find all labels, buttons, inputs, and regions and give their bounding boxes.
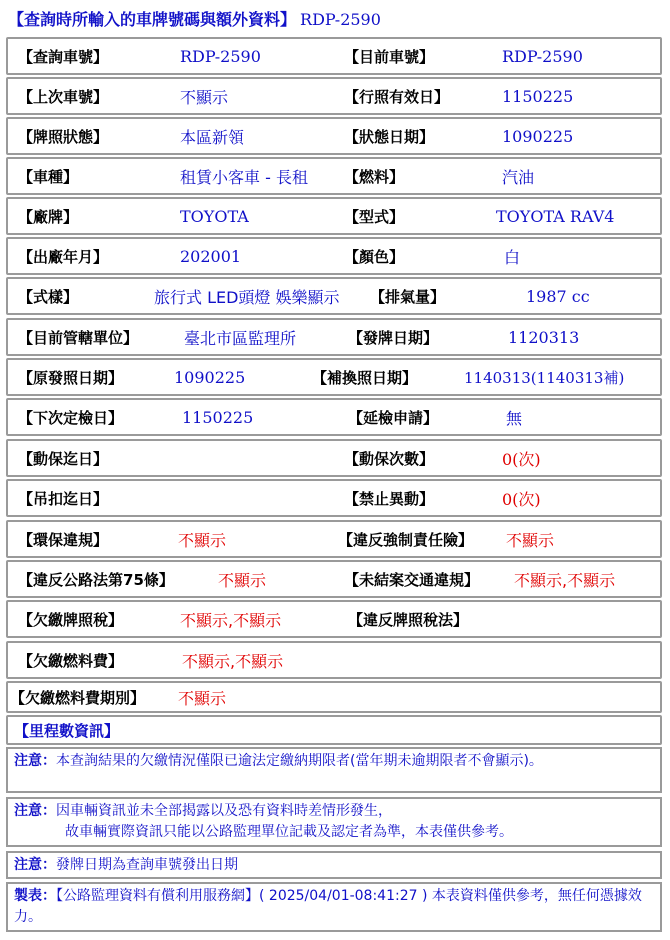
note-text: 本查詢結果的欠繳情況僅限已逾法定繳納期限者(當年期未逾期限者不會顯示)。 — [56, 753, 543, 769]
info-row — [6, 681, 662, 713]
label-model: 【型式】 — [344, 207, 405, 226]
label-license-tax-violation: 【違反牌照稅法】 — [348, 610, 469, 629]
label-inspection-extension: 【延檢申請】 — [348, 408, 439, 427]
value-replacement-date: 1140313(1140313補) — [464, 368, 625, 387]
value-chattel-count: 0(次) — [502, 449, 541, 469]
label-replacement-date: 【補換照日期】 — [312, 368, 418, 387]
note-issue-date — [6, 851, 662, 879]
value-highway-act-violation: 不顯示 — [218, 570, 267, 590]
value-next-inspection: 1150225 — [182, 407, 254, 427]
title-plate: RDP-2590 — [300, 10, 381, 29]
value-brand: TOYOTA — [180, 206, 249, 226]
value-environmental-violation: 不顯示 — [178, 530, 227, 550]
value-license-valid-date: 1150225 — [502, 86, 574, 106]
footer-note — [6, 882, 662, 932]
label-style: 【式樣】 — [18, 287, 79, 306]
label-issue-date: 【發牌日期】 — [348, 328, 439, 347]
value-transfer-ban: 0(次) — [502, 489, 541, 509]
label-manufacture-date: 【出廠年月】 — [18, 247, 109, 266]
label-displacement: 【排氣量】 — [370, 287, 446, 306]
value-style: 旅行式 LED頭燈 娛樂顯示 — [154, 287, 340, 307]
value-unpaid-fuel-fee-period: 不顯示 — [178, 688, 227, 708]
info-row — [6, 277, 662, 315]
label-next-inspection: 【下次定檢日】 — [18, 408, 124, 427]
note-disclaimer — [6, 797, 662, 847]
footer-label: 製表： — [14, 888, 56, 904]
info-row — [6, 157, 662, 195]
label-vehicle-type: 【車種】 — [18, 167, 79, 186]
label-transfer-ban: 【禁止異動】 — [344, 489, 435, 508]
note-label: 注意： — [14, 803, 56, 819]
value-previous-plate: 不顯示 — [180, 87, 229, 107]
footer-text: 【公路監理資料有償利用服務網】( 2025/04/01-08:41:27 ) 本表資料僅供參考，無任何憑據效力。 — [14, 888, 642, 925]
label-status-date: 【狀態日期】 — [344, 127, 435, 146]
info-row — [6, 318, 662, 356]
value-unresolved-traffic-violation: 不顯示,不顯示 — [514, 570, 616, 590]
info-row — [6, 398, 662, 436]
note-text: 發牌日期為查詢車號發出日期 — [56, 857, 238, 873]
label-plate-status: 【牌照狀態】 — [18, 127, 109, 146]
value-inspection-extension: 無 — [506, 408, 523, 428]
value-insurance-violation: 不顯示 — [506, 530, 555, 550]
note-label: 注意： — [14, 753, 56, 769]
label-brand: 【廠牌】 — [18, 207, 79, 226]
value-fuel: 汽油 — [502, 167, 535, 187]
info-row — [6, 117, 662, 155]
info-row — [6, 197, 662, 235]
info-row — [6, 600, 662, 638]
note-unpaid-scope — [6, 747, 662, 793]
label-suspension-end-date: 【吊扣迄日】 — [18, 489, 109, 508]
label-chattel-end-date: 【動保迄日】 — [18, 449, 109, 468]
label-environmental-violation: 【環保違規】 — [18, 530, 109, 549]
label-query-plate: 【查詢車號】 — [18, 47, 109, 66]
info-row — [6, 77, 662, 115]
title-text: 【查詢時所輸入的車牌號碼與額外資料】 — [8, 10, 297, 29]
info-row — [6, 237, 662, 275]
info-row — [6, 560, 662, 598]
label-current-plate: 【目前車號】 — [344, 47, 435, 66]
mileage-header-label: 【里程數資訊】 — [14, 721, 120, 740]
value-color: 白 — [504, 247, 521, 267]
note-text-line1: 因車輛資訊並未全部揭露以及恐有資料時差情形發生， — [56, 803, 392, 819]
value-unpaid-license-tax: 不顯示,不顯示 — [180, 610, 282, 630]
label-unpaid-license-tax: 【欠繳牌照稅】 — [18, 610, 124, 629]
info-row — [6, 358, 662, 396]
label-color: 【顏色】 — [344, 247, 405, 266]
value-model: TOYOTA RAV4 — [496, 206, 615, 226]
mileage-section-header — [6, 715, 662, 745]
info-row — [6, 641, 662, 679]
value-vehicle-type: 租賃小客車 - 長租 — [180, 167, 308, 187]
info-row — [6, 520, 662, 558]
value-displacement: 1987 cc — [526, 286, 590, 306]
label-previous-plate: 【上次車號】 — [18, 87, 109, 106]
value-current-plate: RDP-2590 — [502, 46, 583, 66]
label-jurisdiction: 【目前管轄單位】 — [18, 328, 139, 347]
value-issue-date: 1120313 — [508, 327, 580, 347]
note-label: 注意： — [14, 857, 56, 873]
page-title — [8, 6, 381, 34]
label-unpaid-fuel-fee-period: 【欠繳燃料費期別】 — [10, 688, 146, 707]
label-insurance-violation: 【違反強制責任險】 — [338, 530, 474, 549]
label-chattel-count: 【動保次數】 — [344, 449, 435, 468]
value-manufacture-date: 202001 — [180, 246, 242, 266]
label-fuel: 【燃料】 — [344, 167, 405, 186]
label-unresolved-traffic-violation: 【未結案交通違規】 — [344, 570, 480, 589]
label-license-valid-date: 【行照有效日】 — [344, 87, 450, 106]
label-highway-act-violation: 【違反公路法第75條】 — [18, 570, 174, 589]
value-unpaid-fuel-fee: 不顯示,不顯示 — [182, 651, 284, 671]
label-original-license-date: 【原發照日期】 — [18, 368, 124, 387]
info-row — [6, 37, 662, 75]
value-plate-status: 本區新領 — [180, 127, 245, 147]
label-unpaid-fuel-fee: 【欠繳燃料費】 — [18, 651, 124, 670]
info-row — [6, 479, 662, 517]
value-jurisdiction: 臺北市區監理所 — [184, 328, 297, 348]
value-query-plate: RDP-2590 — [180, 46, 261, 66]
note-text-line2: 故車輛實際資訊只能以公路監理單位記載及認定者為準，本表僅供參考。 — [65, 824, 513, 840]
value-status-date: 1090225 — [502, 126, 574, 146]
info-row — [6, 439, 662, 477]
value-original-license-date: 1090225 — [174, 367, 246, 387]
